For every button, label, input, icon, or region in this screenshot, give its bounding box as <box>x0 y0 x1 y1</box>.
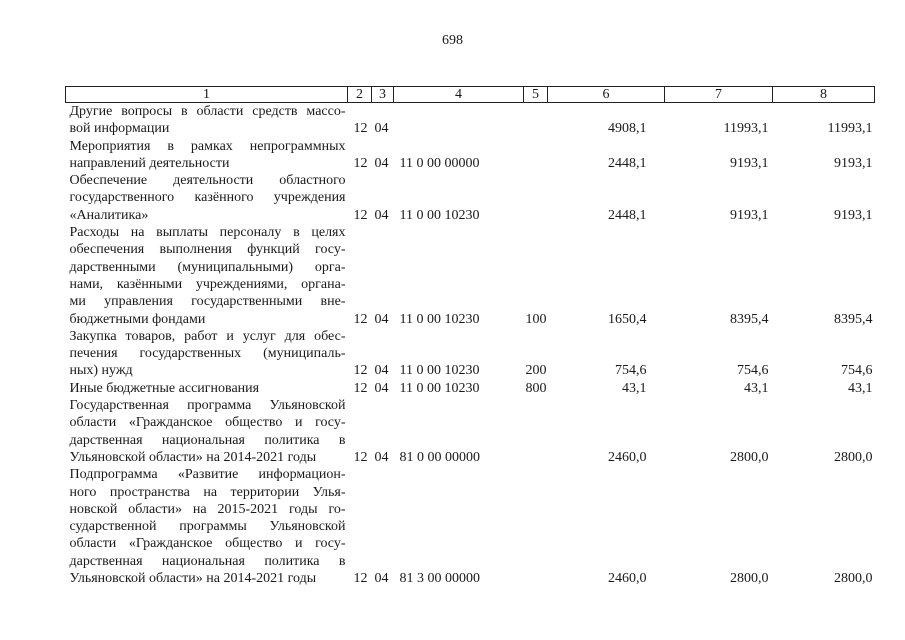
expense-type-code <box>524 172 548 224</box>
row-name-line: области «Гражданское общество и госу- <box>69 415 346 431</box>
row-name-line: Иные бюджетные ассигнования <box>69 380 260 396</box>
grbs-code: 12 <box>353 311 368 327</box>
row-name <box>66 466 348 587</box>
row-name-line: дарственными (муниципальными) орга- <box>69 259 346 275</box>
value-col-6: 1650,4 <box>608 311 647 327</box>
row-name <box>66 328 348 380</box>
target-article-code: 11 0 00 00000 <box>399 155 480 171</box>
row-name-line: вой информации <box>69 121 170 137</box>
value-col-6: 43,1 <box>622 380 647 396</box>
table-body <box>66 103 875 588</box>
table-row <box>66 103 875 138</box>
column-header-5: 5 <box>524 87 548 103</box>
row-name-line: новской области» на 2015-2021 годы го- <box>69 501 346 517</box>
value-col-8: 9193,1 <box>834 207 873 223</box>
section-code: 04 <box>374 311 389 327</box>
value-col-7: 11993,1 <box>723 121 769 137</box>
budget-table <box>65 86 875 587</box>
grbs-code: 12 <box>353 207 368 223</box>
target-article-code <box>394 103 524 138</box>
grbs-code: 12 <box>353 449 368 465</box>
grbs-code: 12 <box>353 121 368 137</box>
column-header-1: 1 <box>66 87 348 103</box>
value-col-7: 9193,1 <box>730 207 769 223</box>
target-article-code: 11 0 00 10230 <box>399 311 480 327</box>
row-name-line: Мероприятия в рамках непрограммных <box>69 138 346 154</box>
value-col-6: 4908,1 <box>608 121 647 137</box>
row-name-line: Закупка товаров, работ и услуг для обес- <box>69 328 346 344</box>
section-code: 04 <box>374 380 389 396</box>
row-name <box>66 224 348 328</box>
value-col-7: 8395,4 <box>730 311 769 327</box>
column-header-7: 7 <box>665 87 773 103</box>
table-row <box>66 224 875 328</box>
row-name-line: «Аналитика» <box>69 207 149 223</box>
row-name-line: обеспечения выполнения функций госу- <box>69 242 346 258</box>
value-col-7: 43,1 <box>744 380 769 396</box>
target-article-code: 11 0 00 10230 <box>399 363 480 379</box>
row-name <box>66 103 348 138</box>
table-row <box>66 380 875 397</box>
row-name-line: Государственная программа Ульяновской <box>69 398 346 414</box>
row-name-line: сударственной программы Ульяновской <box>69 519 346 535</box>
target-article-code: 11 0 00 10230 <box>399 380 480 396</box>
table-row <box>66 138 875 173</box>
row-name-line: дарственная национальная политика в <box>69 432 346 448</box>
row-name-line: дарственная национальная политика в <box>69 553 346 569</box>
page-number: 698 <box>442 33 463 48</box>
column-header-8: 8 <box>773 87 875 103</box>
value-col-6: 2460,0 <box>608 449 647 465</box>
grbs-code: 12 <box>353 155 368 171</box>
grbs-code: 12 <box>353 380 368 396</box>
table-row <box>66 328 875 380</box>
target-article-code: 81 3 00 00000 <box>399 571 480 587</box>
value-col-7: 9193,1 <box>730 155 769 171</box>
row-name-line: ного пространства на территории Улья- <box>69 484 346 500</box>
header-row <box>66 87 875 103</box>
row-name-line: Ульяновской области» на 2014-2021 годы <box>69 571 317 587</box>
expense-type-code <box>524 138 548 173</box>
row-name-line: печения государственных (муниципаль- <box>69 346 346 362</box>
column-header-6: 6 <box>548 87 665 103</box>
table-row <box>66 172 875 224</box>
expense-type-code <box>524 466 548 587</box>
table-header <box>66 87 875 103</box>
table-row <box>66 397 875 466</box>
value-col-8: 9193,1 <box>834 155 873 171</box>
section-code: 04 <box>374 449 389 465</box>
value-col-6: 754,6 <box>615 363 647 379</box>
value-col-8: 754,6 <box>841 363 873 379</box>
section-code: 04 <box>374 571 389 587</box>
value-col-7: 2800,0 <box>730 449 769 465</box>
row-name <box>66 138 348 173</box>
section-code: 04 <box>374 363 389 379</box>
value-col-6: 2448,1 <box>608 155 647 171</box>
column-header-2: 2 <box>348 87 372 103</box>
row-name-line: области «Гражданское общество и госу- <box>69 536 346 552</box>
expense-type-code <box>524 103 548 138</box>
section-code: 04 <box>374 207 389 223</box>
column-header-4: 4 <box>394 87 524 103</box>
table-row <box>66 466 875 587</box>
row-name-line: ми управления государственными вне- <box>69 294 346 310</box>
target-article-code: 11 0 00 10230 <box>399 207 480 223</box>
row-name <box>66 397 348 466</box>
expense-type-code <box>524 397 548 466</box>
expense-type-code: 200 <box>525 363 547 379</box>
grbs-code: 12 <box>353 363 368 379</box>
row-name-line: ных) нужд <box>69 363 133 379</box>
grbs-code: 12 <box>353 571 368 587</box>
value-col-8: 43,1 <box>848 380 873 396</box>
row-name <box>66 172 348 224</box>
section-code: 04 <box>374 121 389 137</box>
row-name-line: Расходы на выплаты персоналу в целях <box>69 225 346 241</box>
expense-type-code: 100 <box>525 311 547 327</box>
value-col-6: 2460,0 <box>608 571 647 587</box>
target-article-code: 81 0 00 00000 <box>399 449 480 465</box>
row-name <box>66 380 348 397</box>
row-name-line: направлений деятельности <box>69 155 230 171</box>
value-col-6: 2448,1 <box>608 207 647 223</box>
value-col-8: 2800,0 <box>834 449 873 465</box>
row-name-line: государственного казённого учреждения <box>69 190 346 206</box>
row-name-line: Ульяновской области» на 2014-2021 годы <box>69 449 317 465</box>
section-code: 04 <box>374 155 389 171</box>
value-col-8: 11993,1 <box>827 121 873 137</box>
row-name-line: Подпрограмма «Развитие информацион- <box>69 467 346 483</box>
expense-type-code: 800 <box>525 380 547 396</box>
row-name-line: нами, казёнными учреждениями, органа- <box>69 276 346 292</box>
row-name-line: Другие вопросы в области средств массо- <box>69 104 346 119</box>
value-col-8: 8395,4 <box>834 311 873 327</box>
value-col-7: 754,6 <box>737 363 769 379</box>
value-col-8: 2800,0 <box>834 571 873 587</box>
value-col-7: 2800,0 <box>730 571 769 587</box>
row-name-line: бюджетными фондами <box>69 311 206 327</box>
column-header-3: 3 <box>372 87 394 103</box>
row-name-line: Обеспечение деятельности областного <box>69 173 346 189</box>
